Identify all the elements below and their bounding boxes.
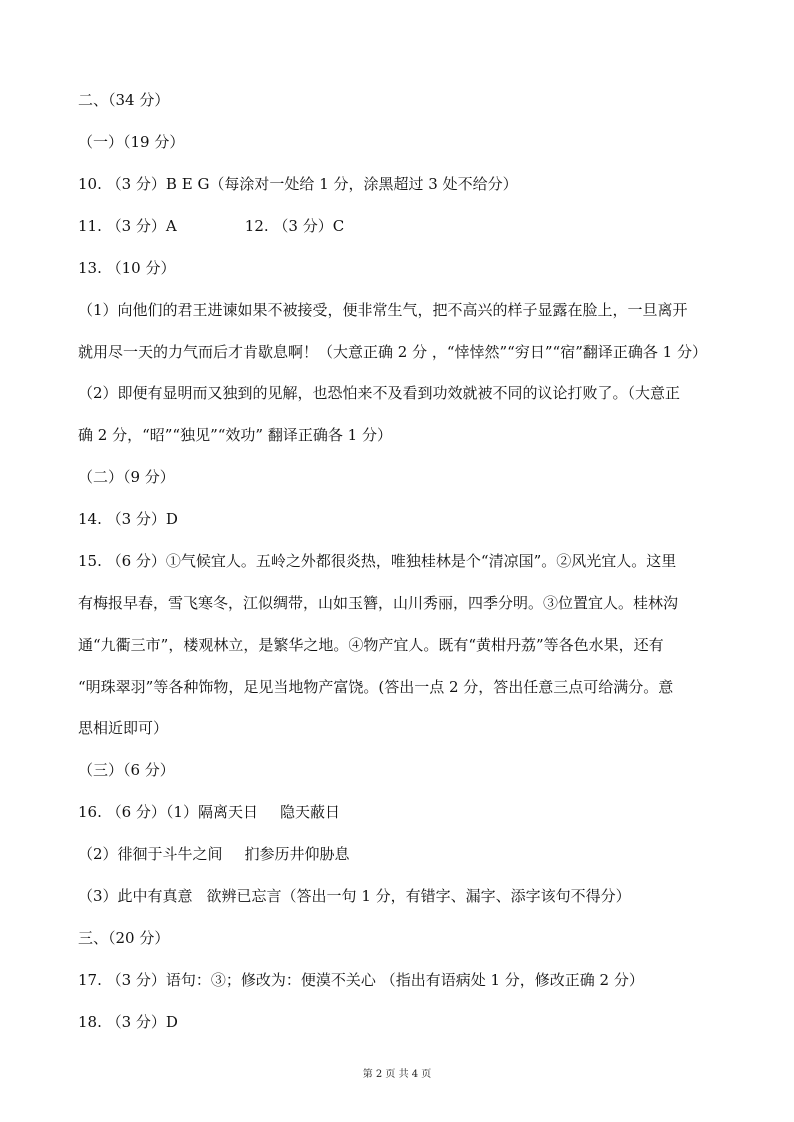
text: 三、（20 分） xyxy=(78,929,170,947)
answer-15-line1 xyxy=(78,551,676,571)
text: 确 2 分，“昭”“独见”“效功” 翻译正确各 1 分） xyxy=(78,426,392,444)
text: 就用尽一天的力气而后才肯歇息啊！（大意正确 2 分 ，“悻悻然”“穷日”“宿”翻译正确各 1 分） xyxy=(78,343,707,361)
answer-16-1 xyxy=(78,802,340,822)
text: （三）（6 分） xyxy=(78,761,175,779)
answer-13-2-line2 xyxy=(78,425,392,445)
text: （二）（9 分） xyxy=(78,468,175,486)
subsection-one-heading xyxy=(78,132,184,152)
answer-14 xyxy=(78,509,178,529)
answer-16-3 xyxy=(78,886,631,906)
subsection-three-heading xyxy=(78,760,175,780)
answer-16-2 xyxy=(78,844,350,864)
page-number-footer: 第 2 页 共 4 页 xyxy=(362,1069,432,1080)
text: 17. （3 分）语句：③；修改为：便漠不关心 （指出有语病处 1 分，修改正确 2 分） xyxy=(78,971,644,989)
answer-11: 11. （3 分）A xyxy=(78,217,177,235)
text: 二、（34 分） xyxy=(78,91,170,109)
answer-16-2-part1: （2）徘徊于斗牛之间 xyxy=(78,845,223,863)
answer-11-12 xyxy=(78,216,344,236)
text: 思相近即可） xyxy=(78,719,169,737)
section-two-heading xyxy=(78,90,169,110)
answer-15-line4 xyxy=(78,677,673,697)
section-three-heading xyxy=(78,928,169,948)
text: 10. （3 分）B E G（每涂对一处给 1 分，涂黑超过 3 处不给分） xyxy=(78,175,518,193)
text: （一）（19 分） xyxy=(78,133,185,151)
answer-16-3-part1: （3）此中有真意 xyxy=(78,887,193,905)
text: “明珠翠羽”等各种饰物，足见当地物产富饶。(答出一点 2 分，答出任意三点可给满分。意 xyxy=(78,678,674,696)
answer-15-line2 xyxy=(78,593,678,613)
text: （2）即便有显明而又独到的见解，也恐怕来不及看到功效就被不同的议论打败了。（大意正 xyxy=(78,384,681,402)
text: 18. （3 分）D xyxy=(78,1013,178,1031)
answer-15-line3 xyxy=(78,635,664,655)
answer-13-heading xyxy=(78,258,175,278)
answer-13-2-line1 xyxy=(78,383,680,403)
text: （1）向他们的君王进谏如果不被接受，便非常生气，把不高兴的样子显露在脸上，一旦离开 xyxy=(78,301,688,319)
answer-15-line5 xyxy=(78,718,168,738)
text: 有梅报早春，雪飞寒冬，江似绸带，山如玉簪，山川秀丽，四季分明。③位置宜人。桂林沟 xyxy=(78,594,679,612)
text: 13. （10 分） xyxy=(78,259,176,277)
answer-17 xyxy=(78,970,644,990)
answer-16-1-part2: 隐天蔽日 xyxy=(279,803,340,821)
answer-16-2-part2: 扪参历井仰胁息 xyxy=(244,845,350,863)
answer-12: 12. （3 分）C xyxy=(244,217,345,235)
text: 15. （6 分）①气候宜人。五岭之外都很炎热，唯独桂林是个“清凉国”。②风光宜人。这里 xyxy=(78,552,677,570)
answer-13-1-line1 xyxy=(78,300,688,320)
answer-16-1-part1: 16. （6 分）（1）隔离天日 xyxy=(78,803,258,821)
answer-13-1-line2 xyxy=(78,342,707,362)
subsection-two-heading xyxy=(78,467,175,487)
answer-16-3-part2: 欲辨已忘言（答出一句 1 分，有错字、漏字、添字该句不得分） xyxy=(206,887,631,905)
answer-10 xyxy=(78,174,518,194)
text: 通“九衢三市”，楼观林立，是繁华之地。④物产宜人。既有“黄柑丹荔”等各色水果，还有 xyxy=(78,636,664,654)
answer-18 xyxy=(78,1012,178,1032)
text: 14. （3 分）D xyxy=(78,510,178,528)
